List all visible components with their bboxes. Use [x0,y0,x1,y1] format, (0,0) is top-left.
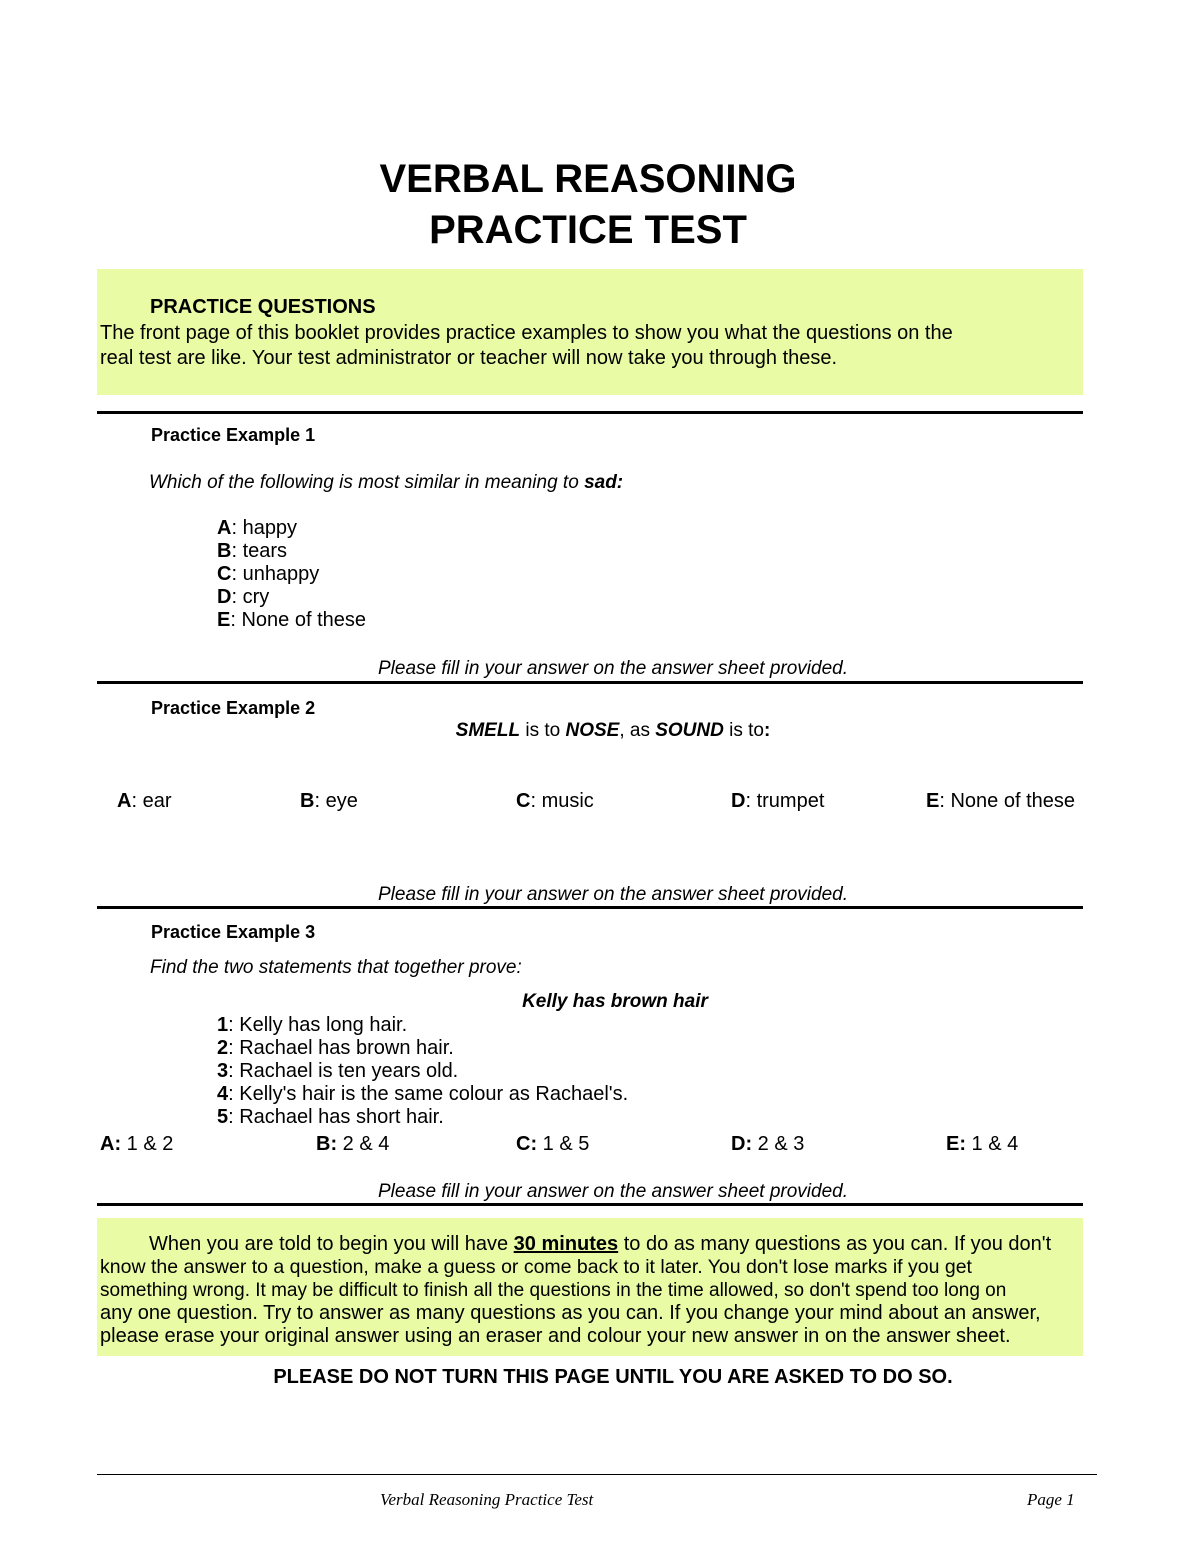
option-text: : eye [314,790,358,812]
option-e [217,609,366,632]
statement-text: : Kelly's hair is the same colour as Rachael's. [228,1083,629,1105]
analogy-colon: : [763,720,771,741]
option-letter: E [217,609,231,631]
notice-line2: know the answer to a question, make a guess or come back to it later. You don't lose marks if you get [100,1256,972,1278]
statement-3 [217,1060,628,1083]
option-text: 2 & 4 [337,1133,390,1155]
intro-box [97,269,1083,395]
divider [97,411,1083,414]
example1-question-text: Which of the following is most similar in meaning to [149,472,585,493]
example1-options [217,517,366,632]
option-letter: C: [516,1133,538,1155]
option-text: : trumpet [745,790,825,812]
option-text: : music [530,790,594,812]
analogy-text: is to [723,720,764,741]
page-title-line2: PRACTICE TEST [429,208,747,252]
option-b [217,540,366,563]
statement-number: 5 [217,1106,229,1128]
statement-number: 4 [217,1083,229,1105]
option-b [300,790,358,813]
statement-2 [217,1037,628,1060]
example2-instruction: Please fill in your answer on the answer sheet provided. [378,884,848,905]
example3-heading: Practice Example 3 [151,922,316,942]
option-text: 1 & 4 [966,1133,1019,1155]
option-letter: A [217,517,232,539]
option-text: : tears [231,540,288,562]
option-text: : None of these [939,790,1075,812]
option-letter: B [300,790,315,812]
statement-text: : Rachael has short hair. [228,1106,444,1128]
option-e [946,1133,1018,1156]
intro-heading: PRACTICE QUESTIONS [150,296,376,318]
analogy-word: SOUND [655,720,724,741]
divider [97,1203,1083,1206]
statement-5 [217,1106,628,1129]
example3-prompt: Find the two statements that together prove: [150,957,522,978]
notice-time-limit: 30 minutes [513,1233,619,1255]
statement-number: 1 [217,1014,229,1036]
example3-statements [217,1014,628,1129]
option-c [516,790,594,813]
statement-number: 2 [217,1037,229,1059]
option-text: : happy [231,517,298,539]
intro-text-line2: real test are like. Your test administrator or teacher will now take you through these. [100,347,838,369]
notice-text: When you are told to begin you will have [149,1233,514,1255]
option-text: 2 & 3 [752,1133,805,1155]
option-d [217,586,366,609]
option-a [100,1133,173,1156]
example2-heading: Practice Example 2 [151,698,316,718]
option-text: 1 & 2 [121,1133,174,1155]
example3-conclusion: Kelly has brown hair [522,991,708,1012]
option-letter: A [117,790,132,812]
option-c [516,1133,589,1156]
option-letter: D [217,586,232,608]
option-e [926,790,1075,813]
analogy-text: , as [619,720,656,741]
option-b [316,1133,389,1156]
option-letter: B: [316,1133,338,1155]
notice-line3: something wrong. It may be difficult to finish all the questions in the time allowed, so don't spend too long on [100,1280,1007,1301]
notice-line5: please erase your original answer using an eraser and colour your new answer in on the answer sheet. [100,1325,1011,1347]
option-text: : unhappy [231,563,320,585]
option-a [117,790,171,813]
statement-text: : Rachael is ten years old. [228,1060,459,1082]
option-letter: B [217,540,232,562]
notice-line4: any one question. Try to answer as many questions as you can. If you change your mind about an answer, [100,1302,1041,1324]
analogy-word: SMELL [455,720,521,741]
option-d [731,790,824,813]
intro-text-line1: The front page of this booklet provides practice examples to show you what the questions on the [100,322,953,344]
example1-instruction: Please fill in your answer on the answer sheet provided. [378,658,848,679]
warning-text: PLEASE DO NOT TURN THIS PAGE UNTIL YOU ARE ASKED TO DO SO. [273,1366,953,1388]
analogy-text: is to [520,720,566,741]
option-letter: E [926,790,940,812]
statement-1 [217,1014,628,1037]
option-text: : cry [231,586,270,608]
page-title-line1: VERBAL REASONING [379,157,797,201]
analogy-word: NOSE [565,720,620,741]
divider [97,681,1083,684]
option-letter: D: [731,1133,753,1155]
notice-text: to do as many questions as you can. If you don't [618,1233,1052,1255]
option-letter: D [731,790,746,812]
footer-title: Verbal Reasoning Practice Test [380,1490,594,1509]
option-letter: C [516,790,531,812]
example1-question [149,471,623,494]
example1-question-word: sad: [584,472,624,493]
statement-text: : Rachael has brown hair. [228,1037,454,1059]
example1-heading: Practice Example 1 [151,425,316,445]
footer-page-number: Page 1 [1027,1490,1075,1509]
statement-text: : Kelly has long hair. [228,1014,408,1036]
statement-number: 3 [217,1060,229,1082]
option-text: : ear [131,790,172,812]
option-text: 1 & 5 [537,1133,590,1155]
example2-question [97,719,1129,742]
option-letter: C [217,563,232,585]
footer-divider [97,1474,1097,1475]
option-letter: A: [100,1133,122,1155]
example3-instruction: Please fill in your answer on the answer sheet provided. [378,1181,848,1202]
option-text: : None of these [230,609,366,631]
notice-line1 [149,1233,1051,1256]
option-a [217,517,366,540]
divider [97,906,1083,909]
notice-box [97,1218,1083,1356]
statement-4 [217,1083,628,1106]
option-letter: E: [946,1133,966,1155]
option-d [731,1133,804,1156]
option-c [217,563,366,586]
